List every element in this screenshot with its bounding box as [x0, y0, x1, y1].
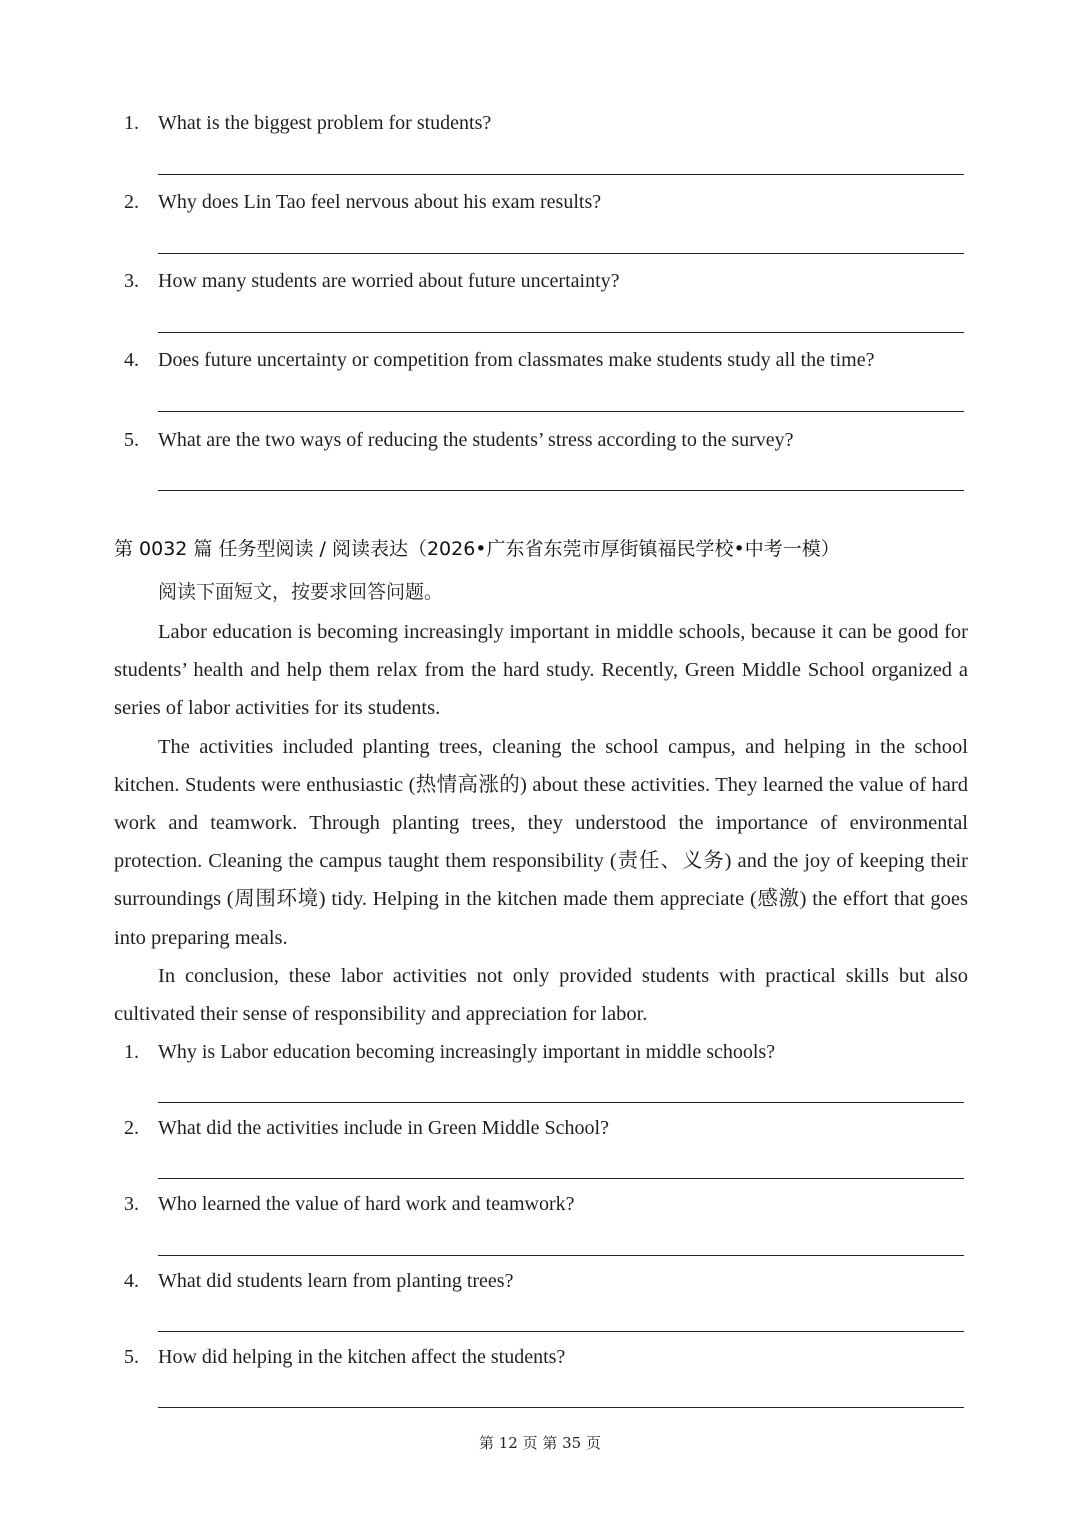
question-item [124, 190, 601, 214]
question-text: What is the biggest problem for students? [158, 112, 492, 134]
answer-line[interactable] [158, 253, 964, 254]
question-text: What are the two ways of reducing the students’ stress according to the survey? [158, 429, 794, 451]
passage-paragraph: The activities included planting trees, cleaning the school campus, and helping in the school kitchen. Students were enthusiastic (热情高涨的) about these activities. They learned the value of hard work and teamwork. Through planting trees, they understood the importance of environmental protection. Cleaning the campus taught them responsibility (责任、义务) and the joy of keeping their surroundings (周围环境) tidy. Helping in the kitchen made them appreciate (感激) the effort that goes into preparing meals. [114, 735, 968, 949]
question-number: 5. [124, 429, 139, 451]
question-number: 2. [124, 1117, 139, 1139]
answer-line[interactable] [158, 490, 964, 491]
question-text: What did the activities include in Green Middle School? [158, 1117, 609, 1139]
answer-line[interactable] [158, 332, 964, 333]
question-number: 1. [124, 112, 139, 134]
question-text: What did students learn from planting trees? [158, 1270, 514, 1292]
passage-paragraph: Labor education is becoming increasingly important in middle schools, because it can be good for students’ health and help them relax from the hard study. Recently, Green Middle School organized a series of labor activities for its students. [114, 621, 968, 720]
page-number-footer: 第 12 页 第 35 页 [478, 1434, 601, 1452]
question-item [124, 1345, 565, 1369]
question-number: 2. [124, 191, 139, 213]
answer-line[interactable] [158, 1102, 964, 1103]
question-item [124, 1192, 575, 1216]
answer-line[interactable] [158, 411, 964, 412]
question-number: 4. [124, 1270, 139, 1292]
question-item [124, 1116, 609, 1140]
answer-line[interactable] [158, 174, 964, 175]
question-text: Why is Labor education becoming increasingly important in middle schools? [158, 1041, 776, 1063]
question-item [124, 269, 620, 293]
section-header: 第 0032 篇 任务型阅读 / 阅读表达（2026•广东省东莞市厚街镇福民学校•中考一模） [114, 538, 840, 560]
question-number: 1. [124, 1041, 139, 1063]
passage-paragraph: In conclusion, these labor activities not only provided students with practical skills but also cultivated their sense of responsibility and appreciation for labor. [114, 964, 968, 1026]
question-number: 3. [124, 270, 139, 292]
question-item [124, 1269, 513, 1293]
question-number: 3. [124, 1193, 139, 1215]
answer-line[interactable] [158, 1407, 964, 1408]
question-item [124, 111, 491, 135]
section-instruction: 阅读下面短文，按要求回答问题。 [158, 581, 444, 603]
question-text: Who learned the value of hard work and teamwork? [158, 1193, 575, 1215]
question-text: Why does Lin Tao feel nervous about his exam results? [158, 191, 602, 213]
question-number: 5. [124, 1346, 139, 1368]
question-text: How many students are worried about future uncertainty? [158, 270, 620, 292]
answer-line[interactable] [158, 1255, 964, 1256]
answer-line[interactable] [158, 1178, 964, 1179]
question-item [124, 348, 874, 372]
reading-passage [114, 613, 968, 1033]
question-item [124, 1040, 775, 1064]
answer-line[interactable] [158, 1331, 964, 1332]
question-item [124, 428, 794, 452]
question-text: Does future uncertainty or competition from classmates make students study all the time? [158, 349, 875, 371]
question-number: 4. [124, 349, 139, 371]
question-text: How did helping in the kitchen affect the students? [158, 1346, 566, 1368]
